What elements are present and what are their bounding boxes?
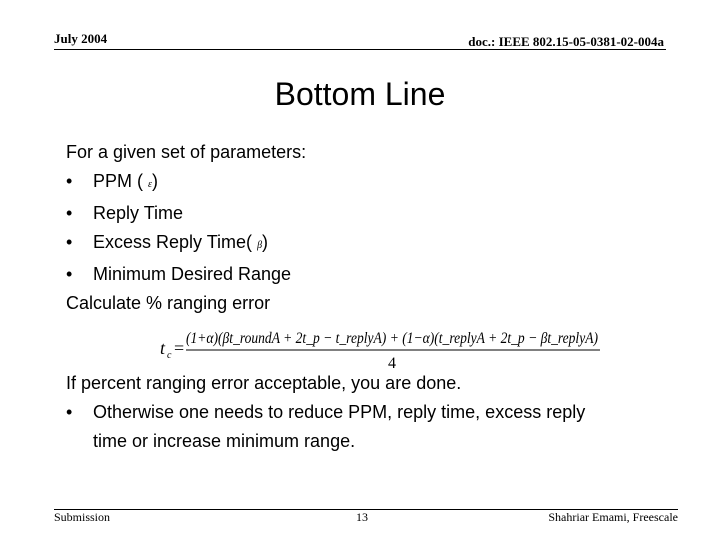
header-rule: [54, 49, 666, 50]
slide-title: Bottom Line: [274, 76, 446, 112]
bullet-ppm-close: ): [151, 171, 158, 191]
footer-page-number: 13: [356, 510, 368, 524]
sub-bullet: [66, 398, 666, 427]
conclusion-block: [66, 369, 666, 456]
bullet-min-range: [66, 260, 666, 289]
bullet-mark: •: [66, 232, 73, 252]
bullet-reply-time: [66, 199, 666, 228]
calc-text: Calculate % ranging error: [66, 293, 271, 313]
header-date: July 2004: [54, 31, 108, 46]
sub-bullet-text: Otherwise one needs to reduce PPM, reply time, excess reply: [93, 402, 586, 422]
formula-denominator: 4: [388, 355, 396, 372]
formula-numerator: (1+α)(βt_roundA + 2t_p − t_replyA) + (1−α)(t_replyA + 2t_p − βt_replyA): [186, 330, 598, 347]
epsilon-symbol: ε: [148, 179, 152, 190]
conclusion-text: If percent ranging error acceptable, you are done.: [66, 373, 462, 393]
bullet-excess-reply: [66, 228, 666, 260]
bullet-mark: •: [66, 402, 73, 422]
intro-text: For a given set of parameters:: [66, 142, 307, 162]
slide-body: [66, 138, 666, 318]
bullet-reply-time-label: Reply Time: [93, 203, 184, 223]
footer-author: Shahriar Emami, Freescale: [548, 510, 678, 524]
header-doc-id: doc.: IEEE 802.15-05-0381-02-004a: [468, 34, 664, 49]
ranging-error-formula: [158, 322, 608, 372]
sub-bullet-continued: time or increase minimum range.: [93, 431, 356, 451]
bullet-ppm: [66, 167, 666, 199]
formula-lhs-sub: c: [167, 350, 172, 361]
bullet-ppm-label: PPM (: [93, 171, 144, 191]
bullet-excess-reply-label: Excess Reply Time(: [93, 232, 253, 252]
footer-submission: Submission: [54, 510, 111, 524]
formula-lhs: t: [160, 338, 166, 358]
bullet-excess-close: ): [262, 232, 269, 252]
bullet-min-range-label: Minimum Desired Range: [93, 264, 292, 284]
bullet-mark: •: [66, 171, 73, 191]
formula-equals: =: [174, 338, 185, 358]
bullet-mark: •: [66, 203, 73, 223]
bullet-mark: •: [66, 264, 73, 284]
beta-symbol: β: [257, 240, 263, 251]
